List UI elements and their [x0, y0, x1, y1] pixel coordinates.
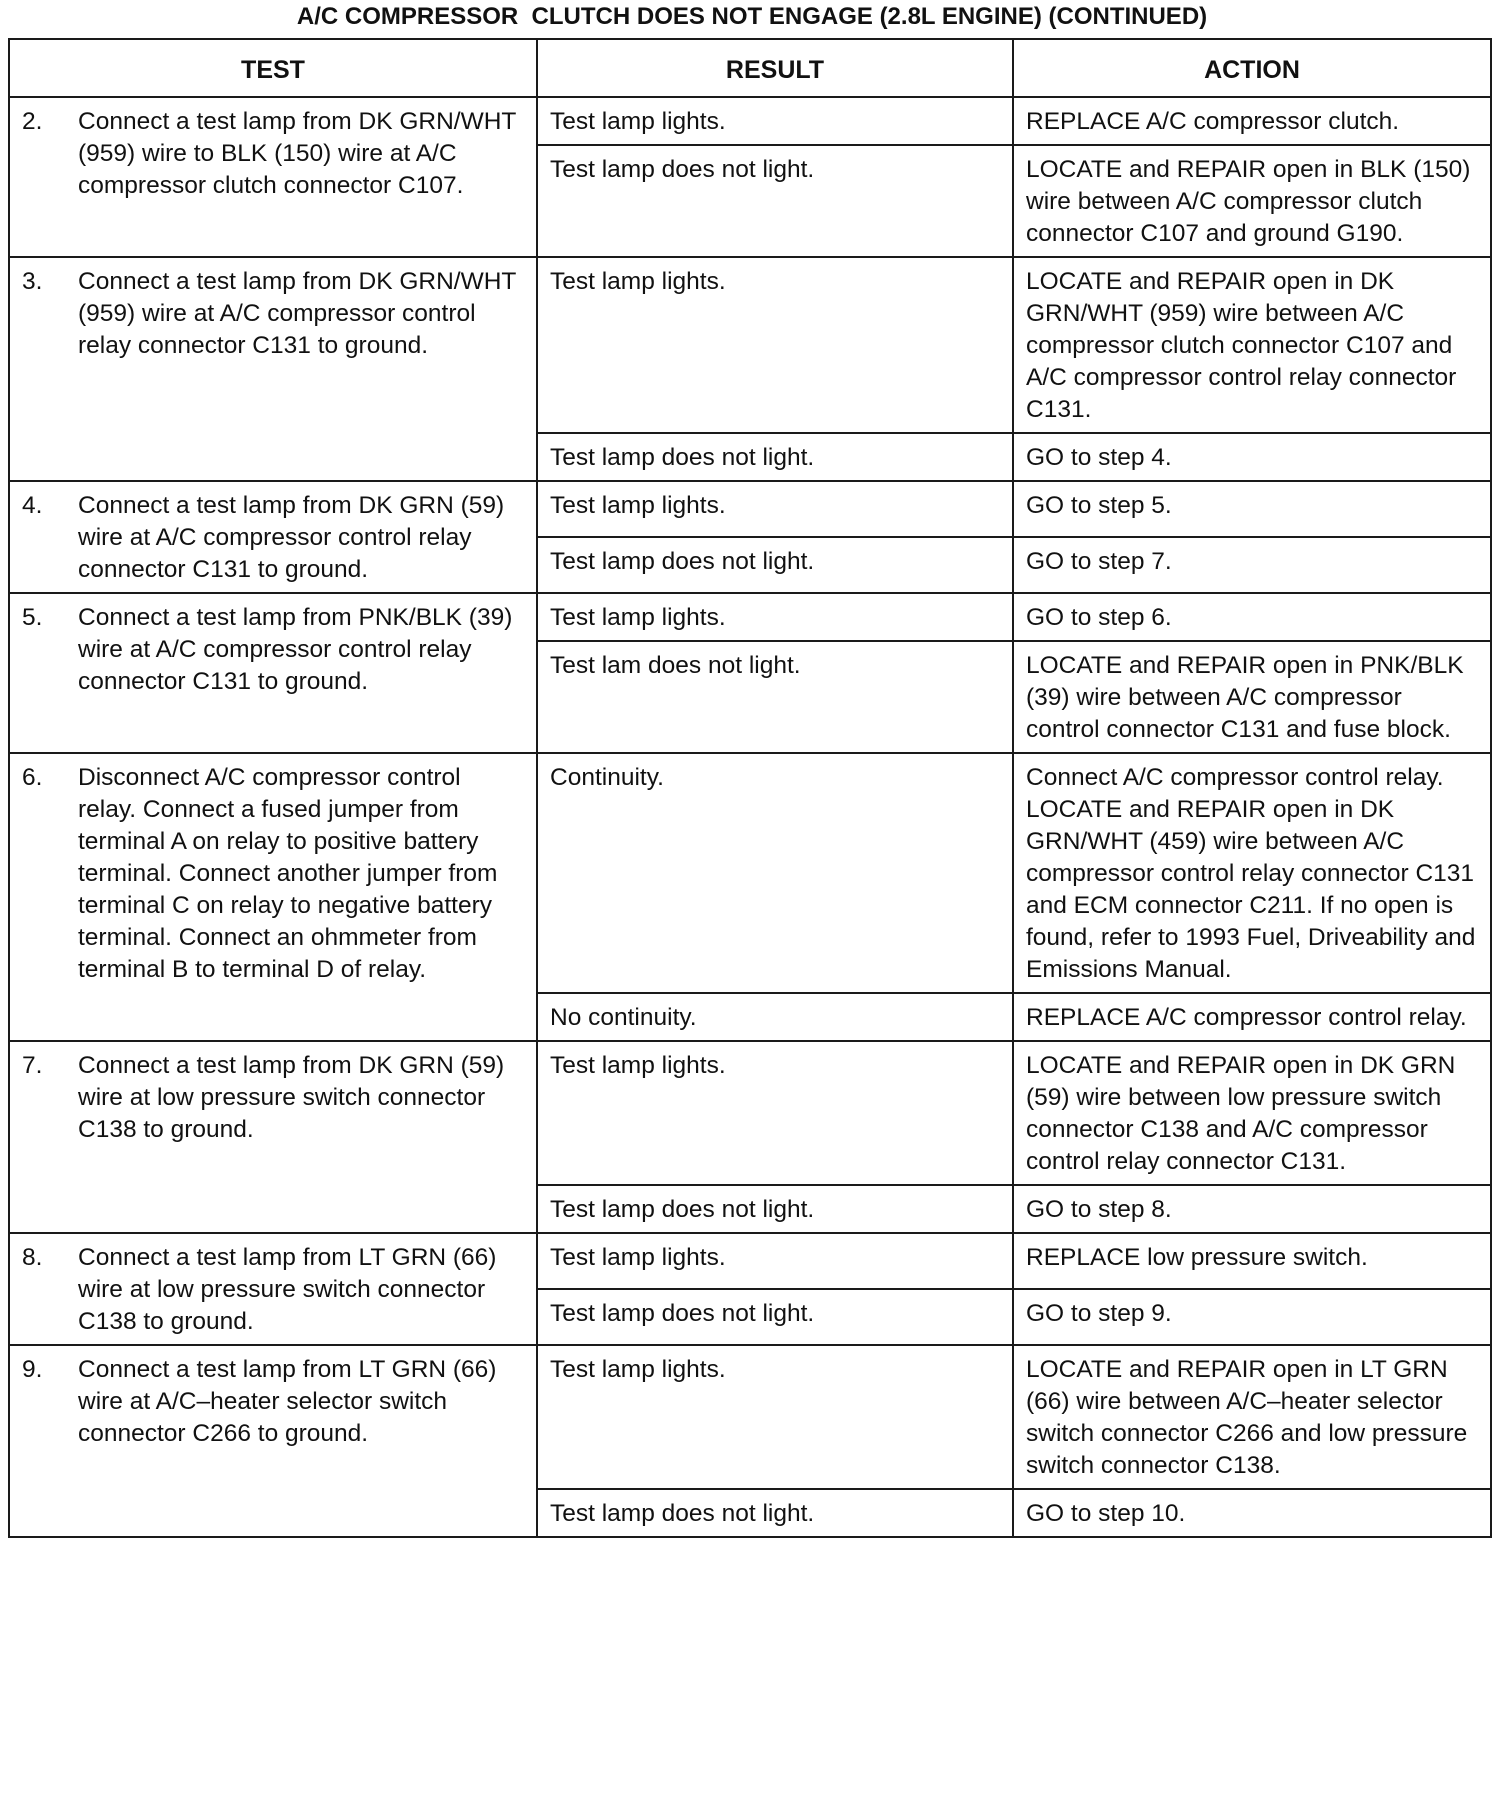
table-row — [9, 97, 1491, 145]
step-number: 7. — [22, 1052, 43, 1079]
action-cell: REPLACE low pressure switch. — [1013, 1233, 1491, 1289]
action-cell: GO to step 8. — [1013, 1185, 1491, 1233]
table-row — [9, 481, 1491, 537]
step-number: 4. — [22, 492, 43, 519]
column-header-test: TEST — [9, 39, 537, 97]
step-number: 6. — [22, 764, 43, 791]
step-number: 5. — [22, 604, 43, 631]
test-description: Connect a test lamp from DK GRN (59) wire at A/C compressor control relay connector C131 to ground. — [78, 492, 505, 583]
test-cell — [9, 1233, 537, 1345]
column-header-result: RESULT — [537, 39, 1013, 97]
diagnostic-table — [8, 38, 1492, 1538]
test-description: Connect a test lamp from PNK/BLK (39) wire at A/C compressor control relay connector C131 to ground. — [78, 604, 513, 695]
column-header-action: ACTION — [1013, 39, 1491, 97]
test-cell — [9, 753, 537, 1041]
result-cell: Continuity. — [537, 753, 1013, 993]
table-row — [9, 593, 1491, 641]
action-cell: LOCATE and REPAIR open in DK GRN (59) wire between low pressure switch connector C138 and A/C compressor control relay connector C131. — [1013, 1041, 1491, 1185]
test-cell — [9, 97, 537, 257]
action-cell: GO to step 9. — [1013, 1289, 1491, 1345]
result-cell: Test lamp does not light. — [537, 537, 1013, 593]
action-cell: GO to step 10. — [1013, 1489, 1491, 1537]
result-cell: Test lamp lights. — [537, 481, 1013, 537]
test-description: Disconnect A/C compressor control relay. Connect a fused jumper from terminal A on relay to positive battery terminal. Connect another jumper from terminal C on relay to negative battery terminal. Connect an ohmmeter from terminal B to terminal D of relay. — [78, 764, 498, 983]
result-cell: No continuity. — [537, 993, 1013, 1041]
step-number: 9. — [22, 1356, 43, 1383]
action-cell: LOCATE and REPAIR open in BLK (150) wire between A/C compressor clutch connector C107 and ground G190. — [1013, 145, 1491, 257]
table-row — [9, 257, 1491, 433]
test-cell — [9, 481, 537, 593]
action-cell: GO to step 5. — [1013, 481, 1491, 537]
result-cell: Test lamp does not light. — [537, 433, 1013, 481]
result-cell: Test lamp lights. — [537, 593, 1013, 641]
result-cell: Test lamp lights. — [537, 97, 1013, 145]
table-row — [9, 1233, 1491, 1289]
result-cell: Test lamp lights. — [537, 257, 1013, 433]
result-cell: Test lamp does not light. — [537, 1185, 1013, 1233]
step-number: 8. — [22, 1244, 43, 1271]
test-description: Connect a test lamp from DK GRN/WHT (959) wire to BLK (150) wire at A/C compressor clutch connector C107. — [78, 108, 516, 199]
table-row — [9, 1041, 1491, 1185]
test-description: Connect a test lamp from LT GRN (66) wire at A/C–heater selector switch connector C266 to ground. — [78, 1356, 497, 1447]
result-cell: Test lamp does not light. — [537, 145, 1013, 257]
test-description: Connect a test lamp from LT GRN (66) wire at low pressure switch connector C138 to ground. — [78, 1244, 497, 1335]
result-cell: Test lamp lights. — [537, 1233, 1013, 1289]
test-cell — [9, 1041, 537, 1233]
action-cell: LOCATE and REPAIR open in DK GRN/WHT (959) wire between A/C compressor clutch connector C107 and A/C compressor control relay connector C131. — [1013, 257, 1491, 433]
table-row — [9, 753, 1491, 993]
table-row — [9, 1345, 1491, 1489]
action-cell: Connect A/C compressor control relay. LOCATE and REPAIR open in DK GRN/WHT (459) wire between A/C compressor control relay connector C131 and ECM connector C211. If no open is found, refer to 1993 Fuel, Driveability and Emissions Manual. — [1013, 753, 1491, 993]
result-cell: Test lamp lights. — [537, 1345, 1013, 1489]
test-cell — [9, 257, 537, 481]
result-cell: Test lamp lights. — [537, 1041, 1013, 1185]
step-number: 3. — [22, 268, 43, 295]
action-cell: GO to step 6. — [1013, 593, 1491, 641]
test-description: Connect a test lamp from DK GRN (59) wire at low pressure switch connector C138 to ground. — [78, 1052, 505, 1143]
action-cell: LOCATE and REPAIR open in LT GRN (66) wire between A/C–heater selector switch connector C266 and low pressure switch connector C138. — [1013, 1345, 1491, 1489]
test-description: Connect a test lamp from DK GRN/WHT (959) wire at A/C compressor control relay connector C131 to ground. — [78, 268, 516, 359]
result-cell: Test lamp does not light. — [537, 1289, 1013, 1345]
result-cell: Test lam does not light. — [537, 641, 1013, 753]
result-cell: Test lamp does not light. — [537, 1489, 1013, 1537]
action-cell: GO to step 7. — [1013, 537, 1491, 593]
header-row — [9, 39, 1491, 97]
page-title: A/C COMPRESSOR CLUTCH DOES NOT ENGAGE (2.8L ENGINE) (CONTINUED) — [296, 3, 1208, 30]
test-cell — [9, 1345, 537, 1537]
test-cell — [9, 593, 537, 753]
action-cell: REPLACE A/C compressor clutch. — [1013, 97, 1491, 145]
action-cell: GO to step 4. — [1013, 433, 1491, 481]
step-number: 2. — [22, 108, 43, 135]
action-cell: REPLACE A/C compressor control relay. — [1013, 993, 1491, 1041]
action-cell: LOCATE and REPAIR open in PNK/BLK (39) wire between A/C compressor control connector C131 and fuse block. — [1013, 641, 1491, 753]
